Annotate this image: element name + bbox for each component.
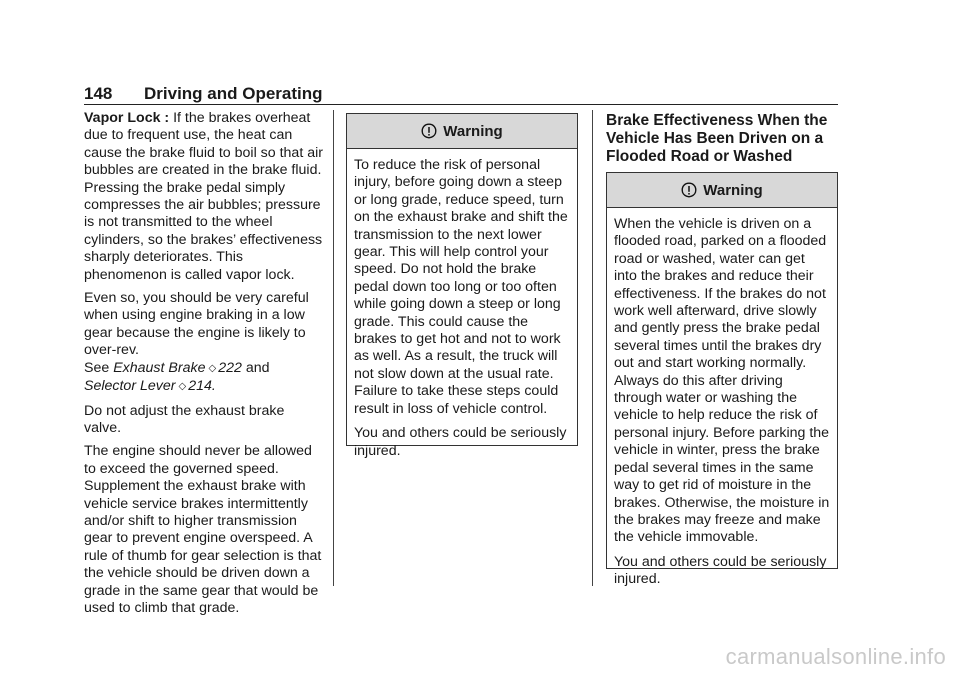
- xref-exhaust-brake-title: Exhaust Brake: [113, 359, 206, 376]
- column-divider-1: [333, 110, 334, 586]
- warning-box-1: [346, 113, 578, 459]
- never-exceed-paragraph: The engine should never be allowed to exceed the governed speed. Supplement the exhaust brake with vehicle service brakes intermittently and/or shift to higher transmission gear to prevent engine overspeed. A rule of thumb for gear selection is that the vehicle should be driven down a grade in the same gear that would be used to climb that grade.: [84, 443, 322, 616]
- xref-period: .: [211, 378, 216, 395]
- brake-effectiveness-heading: Brake Effectiveness When the Vehicle Has Been Driven on a Flooded Road or Washed: [606, 112, 828, 165]
- page-number: 148: [84, 84, 113, 103]
- warning-box-2-body: [607, 208, 837, 589]
- watermark: carmanualsonline.info: [725, 644, 946, 669]
- see-label: See: [84, 359, 110, 376]
- page-section-title: Driving and Operating: [144, 84, 323, 103]
- vapor-lock-term: Vapor Lock :: [84, 110, 170, 126]
- xref-exhaust-brake-page: 222: [218, 359, 242, 376]
- vapor-lock-paragraph: [84, 110, 324, 284]
- page-header: [84, 84, 323, 104]
- warning-box-1-title: Warning: [443, 122, 503, 140]
- no-adjust-paragraph: Do not adjust the exhaust brake valve.: [84, 402, 285, 436]
- xref-exhaust-brake[interactable]: [113, 360, 242, 376]
- xref-arrow-icon: ◇: [178, 381, 187, 393]
- careful-paragraph: [84, 290, 324, 396]
- careful-text: Even so, you should be very careful when using engine braking in a low gear because the engine is likely to over-rev.: [84, 290, 309, 359]
- column-1: [84, 110, 324, 623]
- xref-arrow-icon: ◇: [208, 362, 217, 374]
- and-label: and: [245, 359, 270, 376]
- warning-2-paragraph-1: When the vehicle is driven on a flooded road, parked on a flooded road or washed, water can get into the brakes and reduce their effectiveness. If the brakes do not work well afterward, drive slowly and gently press the brake pedal several times until the brakes dry out and start working normally. Always do this after driving through water or washing the vehicle to help reduce the risk of personal injury. Before parking the vehicle in winter, press the brake pedal several times in the same way to get rid of moisture in the brakes. Otherwise, the moisture in the brakes may freeze and make the vehicle immovable.: [614, 216, 830, 546]
- column-divider-2: [592, 110, 593, 586]
- xref-selector-lever-page: 214: [188, 378, 212, 395]
- warning-box-1-header: [347, 114, 577, 149]
- warning-box-2-title: Warning: [703, 181, 763, 199]
- warning-icon: [681, 182, 697, 198]
- xref-selector-lever-title: Selector Lever: [84, 378, 176, 395]
- vapor-lock-text: If the brakes overheat due to frequent use, the heat can cause the brake fluid to boil so that air bubbles are created in the brake fluid. Pressing the brake pedal simply compresses the air bubbles; pressure is not transmitted to the wheel cylinders, so the brakes’ effectiveness sharply deteriorates. This phenomenon is called vapor lock.: [84, 110, 323, 283]
- warning-box-2-header: [607, 173, 837, 208]
- xref-selector-lever[interactable]: [84, 378, 212, 394]
- warning-box-1-body: [347, 149, 577, 460]
- warning-1-paragraph-1: To reduce the risk of personal injury, before going down a steep or long grade, reduce speed, turn on the exhaust brake and shift the transmission to the next lower gear. This will help control your speed. Do not hold the brake pedal down too long or too often while going down a steep or long grade. This could cause the brakes to get hot and not to work as well. As a result, the truck will not slow down at the usual rate. Failure to take these steps could result in loss of vehicle control.: [354, 157, 568, 417]
- warning-2-paragraph-2: You and others could be seriously injured.: [614, 553, 827, 588]
- warning-1-paragraph-2: You and others could be seriously injured.: [354, 425, 567, 459]
- warning-icon: [421, 123, 437, 139]
- header-rule: [84, 104, 838, 105]
- warning-box-2: [606, 172, 838, 588]
